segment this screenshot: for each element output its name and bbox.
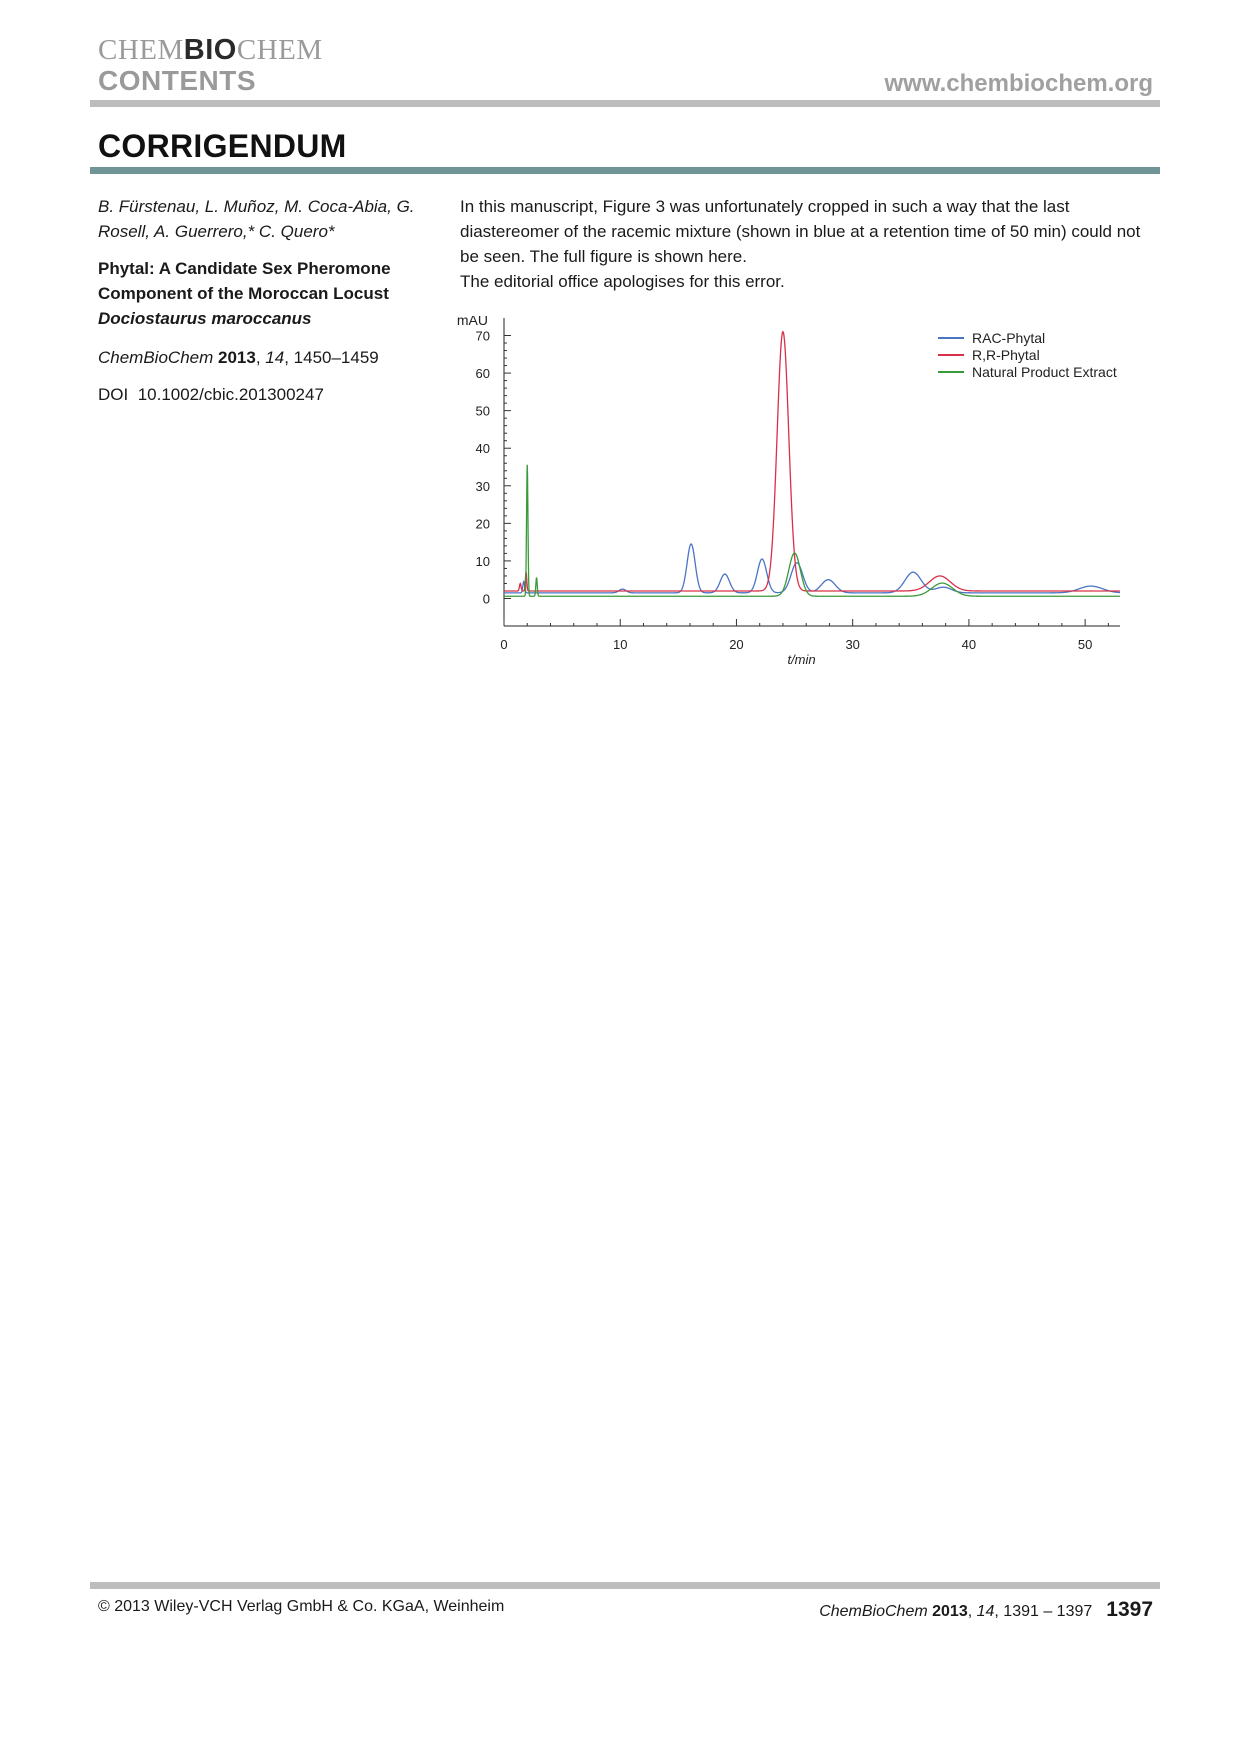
chromatogram-chart (452, 316, 1152, 706)
y-tick-label: 60 (475, 366, 490, 382)
y-tick-label: 50 (475, 403, 490, 419)
brand-logo: CHEMBIOCHEM (98, 34, 323, 66)
website-link[interactable]: www.chembiochem.org (884, 70, 1153, 97)
y-tick-label: 40 (475, 441, 490, 457)
doi: DOI 10.1002/cbic.201300247 (98, 385, 324, 404)
y-tick-label: 20 (475, 516, 490, 532)
x-tick-label: 0 (500, 637, 508, 652)
article-title: Phytal: A Candidate Sex Pheromone Component of the Moroccan Locust Dociostaurus maroccanus (98, 259, 391, 328)
section-rule (90, 167, 1160, 174)
x-tick-label: 20 (729, 637, 744, 652)
authors: B. Fürstenau, L. Muñoz, M. Coca-Abia, G. Rosell, A. Guerrero,* C. Quero* (98, 197, 415, 241)
legend-label: R,R-Phytal (972, 347, 1040, 363)
journal-brand (98, 36, 323, 95)
y-tick-label: 10 (475, 553, 490, 569)
page-number: 1397 (1106, 1598, 1153, 1621)
series-line-1 (504, 544, 1120, 593)
x-axis-label: t/min (787, 652, 816, 667)
legend-label: Natural Product Extract (972, 364, 1117, 380)
footer-rule (90, 1582, 1160, 1589)
brand-subtitle: CONTENTS (98, 65, 256, 96)
section-title: CORRIGENDUM (98, 128, 347, 164)
body-paragraph: In this manuscript, Figure 3 was unfortunately cropped in such a way that the last diastereomer of the racemic mixture (shown in blue at a retention time of 50 min) could not be seen. The full figure is shown here. (460, 197, 1141, 266)
y-tick-label: 70 (475, 328, 490, 344)
doi-link[interactable]: 10.1002/cbic.201300247 (137, 385, 324, 404)
article-reference (98, 194, 428, 407)
header-rule (90, 100, 1160, 107)
x-tick-label: 30 (845, 637, 860, 652)
copyright: © 2013 Wiley-VCH Verlag GmbH & Co. KGaA, Weinheim (98, 1598, 505, 1615)
y-tick-label: 30 (475, 478, 490, 494)
x-tick-label: 50 (1077, 637, 1093, 652)
footer-citation: ChemBioChem 2013, 14, 1391 – 1397 1397 (819, 1598, 1153, 1621)
legend-label: RAC-Phytal (972, 330, 1046, 346)
body-paragraph: The editorial office apologises for this error. (460, 272, 785, 291)
y-axis-label: mAU (456, 316, 488, 328)
x-tick-label: 40 (961, 637, 977, 652)
citation: ChemBioChem 2013, 14, 1450–1459 (98, 348, 379, 367)
x-tick-label: 10 (612, 637, 628, 652)
y-tick-label: 0 (482, 591, 490, 607)
series-line-3 (504, 465, 1120, 596)
corrigendum-text (460, 194, 1150, 294)
